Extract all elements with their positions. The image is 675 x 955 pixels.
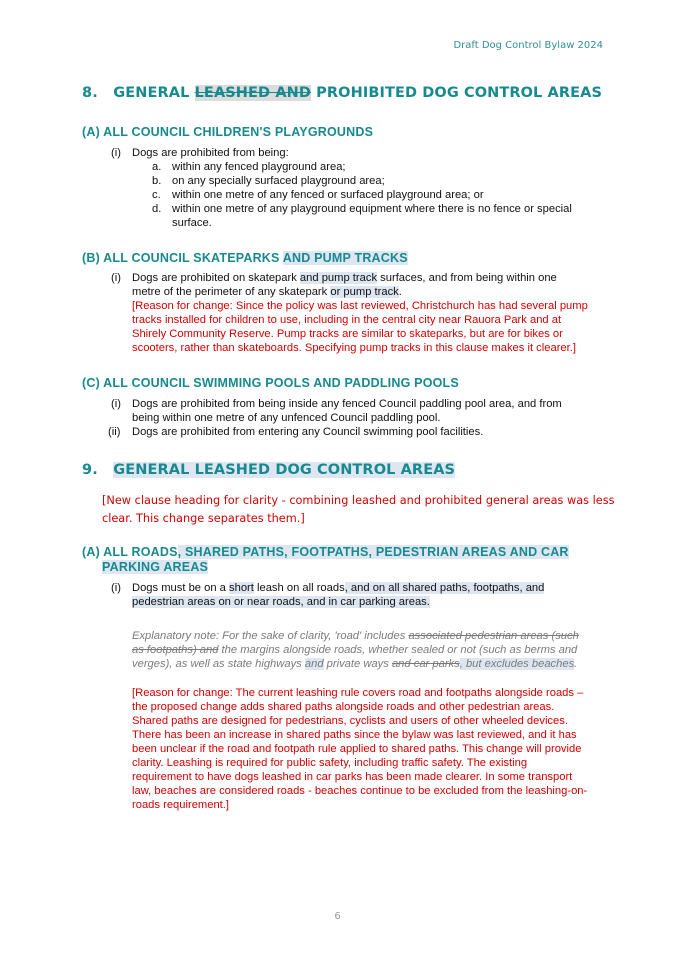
text-highlight: or pump track [330, 286, 399, 298]
list-item-text: on any specially surfaced playground area; [172, 175, 385, 187]
clause-line: Dogs are prohibited from entering any Council swimming pool facilities. [132, 426, 484, 438]
text-highlight: and [304, 658, 324, 670]
subsection-c-heading: (C) ALL COUNCIL SWIMMING POOLS AND PADDLING POOLS [82, 376, 459, 390]
text-part: . [574, 658, 578, 670]
list-item-text: surface. [172, 217, 212, 229]
section-number: 9. [82, 462, 98, 478]
clause-line [132, 595, 430, 609]
reason-line: scooters, rather than skateboards. Specifying pump tracks in this clause makes it clearer.] [132, 342, 576, 354]
text-highlight: , and on all shared paths, footpaths, and [344, 582, 545, 594]
text-part: leash on all roads [253, 582, 345, 594]
section-title-part: PROHIBITED DOG CONTROL AREAS [311, 85, 602, 101]
reason-line: roads requirement.] [132, 799, 230, 811]
text-part: verges), as well as state highways [132, 658, 305, 670]
explanatory-note-line [132, 657, 577, 671]
subsection-a-heading: (A) ALL COUNCIL CHILDREN'S PLAYGROUNDS [82, 125, 374, 139]
text-part: Dogs are prohibited on skatepark [132, 272, 300, 284]
reason-line: law, beaches are considered roads - beaches continue to be excluded from the leashing-on- [132, 785, 588, 797]
heading-part: (A) ALL ROADS [82, 545, 178, 559]
text-part: surfaces, and from being within one [377, 272, 557, 284]
section-8-heading [82, 85, 602, 101]
text-part: metre of the perimeter of any skatepark [132, 286, 331, 298]
text-highlight: and pump track [299, 272, 378, 284]
reason-line: tracks installed for children to use, including in the central city near Rauora Park and at [132, 314, 562, 326]
section-title-part: GENERAL [113, 85, 195, 101]
text-highlight: short [229, 582, 254, 594]
struck-text: and car parks [391, 658, 460, 670]
note-line: [New clause heading for clarity - combining leashed and prohibited general areas was less [102, 494, 615, 507]
text-part: . [398, 286, 402, 298]
clause-line: Dogs are prohibited from being inside any fenced Council paddling pool area, and from [132, 398, 562, 410]
reason-line: [Reason for change: Since the policy was last reviewed, Christchurch has had several pump [132, 300, 588, 312]
clause-text: Dogs are prohibited from being: [132, 147, 289, 159]
clause-label: (i) [111, 398, 121, 410]
reason-line: the proposed change adds shared paths alongside roads and other pedestrian areas. [132, 701, 555, 713]
struck-text: associated pedestrian areas (such [408, 630, 579, 642]
clause-line [132, 285, 402, 299]
reason-line: been unclear if the road and footpath rule applied to shared paths. This change will provide [132, 743, 582, 755]
list-item-label: b. [152, 175, 162, 187]
reason-line: Shirely Community Reserve. Pump tracks are similar to skateparks, but are for bikes or [132, 328, 563, 340]
note-line: clear. This change separates them.] [102, 512, 305, 525]
text-part: the margins alongside roads, whether sealed or not (such as berms and [218, 644, 578, 656]
clause-line: being within one metre of any unfenced Council paddling pool. [132, 412, 441, 424]
section-number: 8. [82, 85, 98, 101]
section-title: GENERAL LEASHED DOG CONTROL AREAS [113, 462, 456, 478]
clause-line [132, 271, 557, 285]
list-item-label: d. [152, 203, 162, 215]
list-item-text: within one metre of any playground equipment where there is no fence or special [172, 203, 572, 215]
clause-label: (i) [111, 582, 121, 594]
text-highlight: pedestrian areas on or near roads, and in car parking areas. [132, 596, 430, 608]
clause-label: (i) [111, 147, 121, 159]
text-part: Explanatory note: For the sake of clarity, 'road' includes [132, 630, 409, 642]
list-item-label: a. [152, 161, 162, 173]
subsection-b-heading [82, 251, 408, 265]
reason-line: clarity. Leashing is required for public safety, including traffic safety. The existing [132, 757, 528, 769]
subsection-9a-heading [82, 545, 569, 575]
heading-highlight: PARKING AREAS [102, 560, 209, 574]
clause-line [132, 581, 544, 595]
document-header-title: Draft Dog Control Bylaw 2024 [453, 40, 603, 51]
list-item-text: within one metre of any fenced or surfaced playground area; or [172, 189, 484, 201]
reason-line: requirement to have dogs leashed in car parks has been made clearer. In some transport [132, 771, 573, 783]
explanatory-note-line [132, 629, 579, 643]
heading-highlight: , SHARED PATHS, FOOTPATHS, PEDESTRIAN AREAS AND CAR [177, 545, 569, 559]
page-number: 6 [334, 911, 341, 922]
reason-line: There has been an increase in shared paths since the bylaw was last reviewed, and it has [132, 729, 577, 741]
list-item-text: within any fenced playground area; [172, 161, 346, 173]
struck-text: LEASHED AND [194, 85, 312, 101]
explanatory-note-line [132, 643, 577, 657]
reason-line: Shared paths are designed for pedestrians, cyclists and users of other wheeled devices. [132, 715, 568, 727]
heading-highlight: AND PUMP TRACKS [282, 251, 408, 265]
text-part: Dogs must be on a [132, 582, 230, 594]
text-highlight: , but excludes beaches [459, 658, 575, 670]
section-9-heading [82, 462, 455, 478]
struck-text: as footpaths) and [132, 644, 219, 656]
clause-label: (ii) [108, 426, 121, 438]
list-item-label: c. [152, 189, 161, 201]
text-part: private ways [323, 658, 392, 670]
reason-line: [Reason for change: The current leashing rule covers road and footpaths alongside roads – [132, 687, 584, 699]
clause-label: (i) [111, 272, 121, 284]
heading-part: (B) ALL COUNCIL SKATEPARKS [82, 251, 283, 265]
section-9-note [102, 492, 615, 528]
